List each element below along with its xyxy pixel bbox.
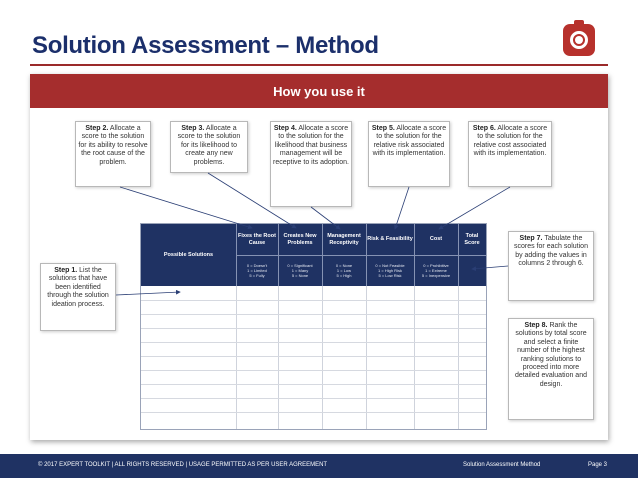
header-column-divider xyxy=(366,224,367,286)
column-gridline xyxy=(458,286,459,429)
column-gridline xyxy=(236,286,237,429)
row-gridline xyxy=(141,300,486,301)
row-gridline xyxy=(141,412,486,413)
page-title: Solution Assessment – Method xyxy=(32,32,379,59)
step-label: Step 8. xyxy=(524,322,548,329)
col-header-management: Management Receptivity xyxy=(327,232,361,246)
scale-root-cause: 0 = Doesn't 1 = Limited 5 = Fully xyxy=(246,262,268,279)
title-divider xyxy=(30,64,608,66)
step-text: Allocate a score to the solution for the likelihood that business management will be receptive to its adoption. xyxy=(273,125,349,166)
step-text: Rank the solutions by total score and select a finite number of the highest ranking solutions to proceed into more detailed evaluation and design. xyxy=(514,322,587,388)
header-column-divider xyxy=(278,224,279,286)
table-header xyxy=(141,224,486,286)
row-gridline xyxy=(141,398,486,399)
panel-title: How you use it xyxy=(30,74,608,108)
step-8-callout xyxy=(508,318,594,420)
row-gridline xyxy=(141,328,486,329)
step-text: Allocate a score to the solution for the relative risk associated with its implementation. xyxy=(372,125,447,158)
row-gridline xyxy=(141,370,486,371)
step-label: Step 4. xyxy=(273,125,297,132)
step-6-callout xyxy=(468,121,552,187)
step-label: Step 6. xyxy=(472,125,496,132)
header-column-divider xyxy=(458,224,459,286)
footer-section: Solution Assessment Method xyxy=(463,462,541,468)
footer-copyright: © 2017 EXPERT TOOLKIT | ALL RIGHTS RESERVED | USAGE PERMITTED AS PER USER AGREEMENT xyxy=(38,462,328,468)
step-label: Step 1. xyxy=(54,267,78,274)
footer-bar xyxy=(0,454,638,478)
step-7-callout xyxy=(508,231,594,301)
column-gridline xyxy=(366,286,367,429)
step-3-callout xyxy=(170,121,248,173)
footer-page-number: Page 3 xyxy=(588,462,608,468)
step-text: Allocate a score to the solution for its ability to resolve the root cause of the problem. xyxy=(78,125,148,166)
row-gridline xyxy=(141,356,486,357)
row-gridline xyxy=(141,314,486,315)
row-gridline xyxy=(141,384,486,385)
step-text: List the solutions that have been identified through the solution ideation process. xyxy=(47,267,109,308)
scale-management: 0 = None 1 = Low 5 = High xyxy=(335,262,353,279)
row-gridline xyxy=(141,342,486,343)
step-5-callout xyxy=(368,121,450,187)
step-label: Step 7. xyxy=(519,235,543,242)
header-column-divider xyxy=(322,224,323,286)
step-text: Tabulate the scores for each solution by adding the values in columns 2 through 6. xyxy=(514,235,588,268)
step-1-callout xyxy=(40,263,116,331)
scale-new-problems: 0 = Significant 1 = Many 5 = None xyxy=(287,262,313,279)
step-label: Step 3. xyxy=(181,125,205,132)
column-gridline xyxy=(322,286,323,429)
col-header-risk: Risk & Feasibility xyxy=(367,236,413,243)
header-column-divider xyxy=(236,224,237,286)
scale-risk: 0 = Not Feasible 1 = High Risk 5 = Low Risk xyxy=(375,262,405,279)
scale-cost: 0 = Prohibitive 1 = Extreme 5 = Inexpensive xyxy=(421,262,451,279)
step-4-callout xyxy=(270,121,352,207)
step-text: Allocate a score to the solution for the relative cost associated with its implementation. xyxy=(473,125,548,158)
col-header-possible-solutions: Possible Solutions xyxy=(163,251,214,258)
col-header-new-problems: Creates New Problems xyxy=(283,232,317,246)
col-header-total-score: Total Score xyxy=(464,232,480,246)
step-label: Step 5. xyxy=(371,125,395,132)
toolkit-logo-icon xyxy=(563,24,595,56)
step-2-callout xyxy=(75,121,151,187)
step-label: Step 2. xyxy=(85,125,109,132)
header-divider xyxy=(236,255,486,256)
column-gridline xyxy=(414,286,415,429)
assessment-table xyxy=(140,223,487,430)
step-text: Allocate a score to the solution for its likelihood to create any new problems. xyxy=(177,125,241,166)
column-gridline xyxy=(278,286,279,429)
col-header-root-cause: Fixes the Root Cause xyxy=(238,232,276,246)
col-header-cost: Cost xyxy=(429,236,443,243)
header-column-divider xyxy=(414,224,415,286)
